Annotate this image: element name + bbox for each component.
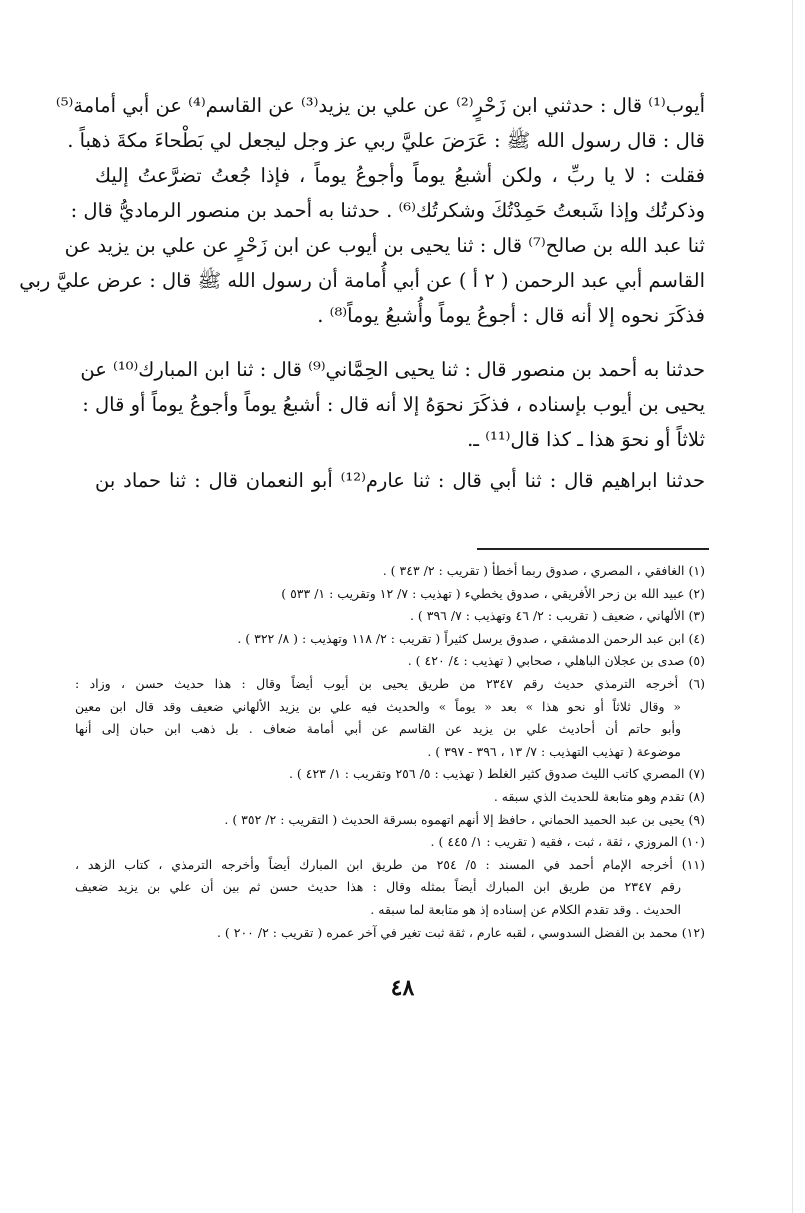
footnote-line: رقم ٢٣٤٧ من طريق ابن المبارك أيضاً بمثله وقال : هذا حديث حسن ثم بين أن علي بن يزيد ضعيف <box>75 879 681 895</box>
footnote-line: (٩) يحيى بن عبد الحميد الحماني ، حافظ إلا أنهم اتهموه بسرقة الحديث ( التقريب : ٢/ ٣٥٢ ) . <box>224 811 705 827</box>
paragraph-1 <box>19 88 705 333</box>
footnote-line: (١٠) المروزي ، ثقة ، ثبت ، فقيه ( تقريب : ١/ ٤٤٥ ) . <box>430 834 705 850</box>
footnotes <box>75 560 705 944</box>
text-line: ثلاثاً أو نحوَ هذا ـ كذا قال⁽¹¹⁾ ـ. <box>467 428 705 451</box>
footnote-line: (٧) المصري كاتب الليث صدوق كثير الغلط ( تهذيب : ٥/ ٢٥٦ وتقريب : ١/ ٤٢٣ ) . <box>288 766 705 782</box>
text-line: أيوب⁽¹⁾ قال : حدثني ابن زَحْرٍ⁽²⁾ عن علي بن يزيد⁽³⁾ عن القاسم⁽⁴⁾ عن أبي أمامة⁽⁵⁾ <box>55 94 705 117</box>
footnote-line: الحديث . وقد تقدم الكلام عن إسناده إذ هو متابعة لما سبقه . <box>370 901 681 917</box>
paragraph-2 <box>80 352 705 457</box>
text-line: وذكرتُك وإذا شَبعتُ حَمِدْتُكَ وشكرتُك⁽⁶⁾ . حدثنا به أحمد بن منصور الرماديُّ قال : <box>70 199 705 222</box>
footnote-line: وأبو حاتم أن أحاديث علي بن يزيد عن القاسم عن أبي أمامة ضعاف . بل ذهب ابن حبان إلى أنها <box>75 721 681 737</box>
footnote-line: (١١) أخرجه الإمام أحمد في المسند : ٥/ ٢٥٤ من طريق ابن المبارك أيضاً وأخرجه الترمذي ، كتاب الزهد ، <box>75 856 705 872</box>
footnote-line: موضوعة ( تهذيب التهذيب : ٧/ ١٣ ، ٣٩٦ - ٣٩٧ ) . <box>427 743 681 759</box>
footnote-line: (٣) الألهاني ، ضعيف ( تقريب : ٢/ ٤٦ وتهذيب : ٧/ ٣٩٦ ) . <box>409 608 705 624</box>
footnote-line: « وقال ثلاثاً أو نحو هذا » بعد « يوماً » والحديث فيه علي بن يزيد الألهاني ضعيف وقد قال ابن معين <box>75 698 681 714</box>
footnote-line: (٥) صدى بن عجلان الباهلي ، صحابي ( تهذيب : ٤/ ٤٢٠ ) . <box>407 653 705 669</box>
text-line: حدثنا به أحمد بن منصور قال : ثنا يحيى الحِمَّاني⁽⁹⁾ قال : ثنا ابن المبارك⁽¹⁰⁾ عن <box>80 358 705 381</box>
page-number: ٤٨ <box>390 975 415 1001</box>
scan-edge-line <box>792 0 793 1213</box>
text-line: القاسم أبي عبد الرحمن ( ٢ أ ) عن أبي أُمامة أن رسول الله ﷺ قال : عرض عليَّ ربي <box>19 269 705 292</box>
text-line: يحيى بن أيوب بإسناده ، فذكَرَ نحوَهُ إلا أنه قال : أشبعُ يوماً وأجوعُ يوماً أو قال : <box>82 393 705 416</box>
text-line: فقلت : لا يا ربِّ ، ولكن أشبعُ يوماً وأجوعُ يوماً ، فإذا جُعتُ تضرَّعتُ إليك <box>95 164 705 187</box>
footnote-line: (٤) ابن عبد الرحمن الدمشقي ، صدوق يرسل كثيراً ( تقريب : ٢/ ١١٨ وتهذيب : ( ٨/ ٣٢٢ ) . <box>237 630 705 646</box>
text-line: حدثنا ابراهيم قال : ثنا أبي قال : ثنا عارم⁽¹²⁾ أبو النعمان قال : ثنا حماد بن <box>95 469 705 492</box>
footnote-line: (١٢) محمد بن الفضل السدوسي ، لقبه عارم ، ثقة ثبت تغير في آخر عمره ( تقريب : ٢/ ٢٠٠ ) . <box>216 924 705 940</box>
text-line: فذكَرَ نحوه إلا أنه قال : أجوعُ يوماً وأُشبعُ يوماً⁽⁸⁾ . <box>317 304 705 327</box>
footnote-line: (١) الغافقي ، المصري ، صدوق ربما أخطأ ( تقريب : ٢/ ٣٤٣ ) . <box>382 563 705 578</box>
footnote-line: (٦) أخرجه الترمذي حديث رقم ٢٣٤٧ من طريق يحيى بن أيوب أيضاً وقال : هذا حديث حسن ، وزاد : <box>75 675 705 691</box>
footnote-line: (٢) عبيد الله بن زحر الأفريقي ، صدوق يخطيء ( تهذيب : ٧/ ١٢ وتقريب : ١/ ٥٣٣ ) <box>281 585 705 601</box>
paragraph-3 <box>95 463 705 498</box>
footnote-separator <box>477 548 709 550</box>
text-line: ثنا عبد الله بن صالح⁽⁷⁾ قال : ثنا يحيى بن أيوب عن ابن زَحْرٍ عن علي بن يزيد عن <box>64 234 705 257</box>
footnote-line: (٨) تقدم وهو متابعة للحديث الذي سبقه . <box>493 788 705 804</box>
text-line: قال : قال رسول الله ﷺ : عَرَضَ عليَّ ربي عز وجل ليجعل لي بَطْحاءَ مكةَ ذهباً . <box>67 129 705 152</box>
